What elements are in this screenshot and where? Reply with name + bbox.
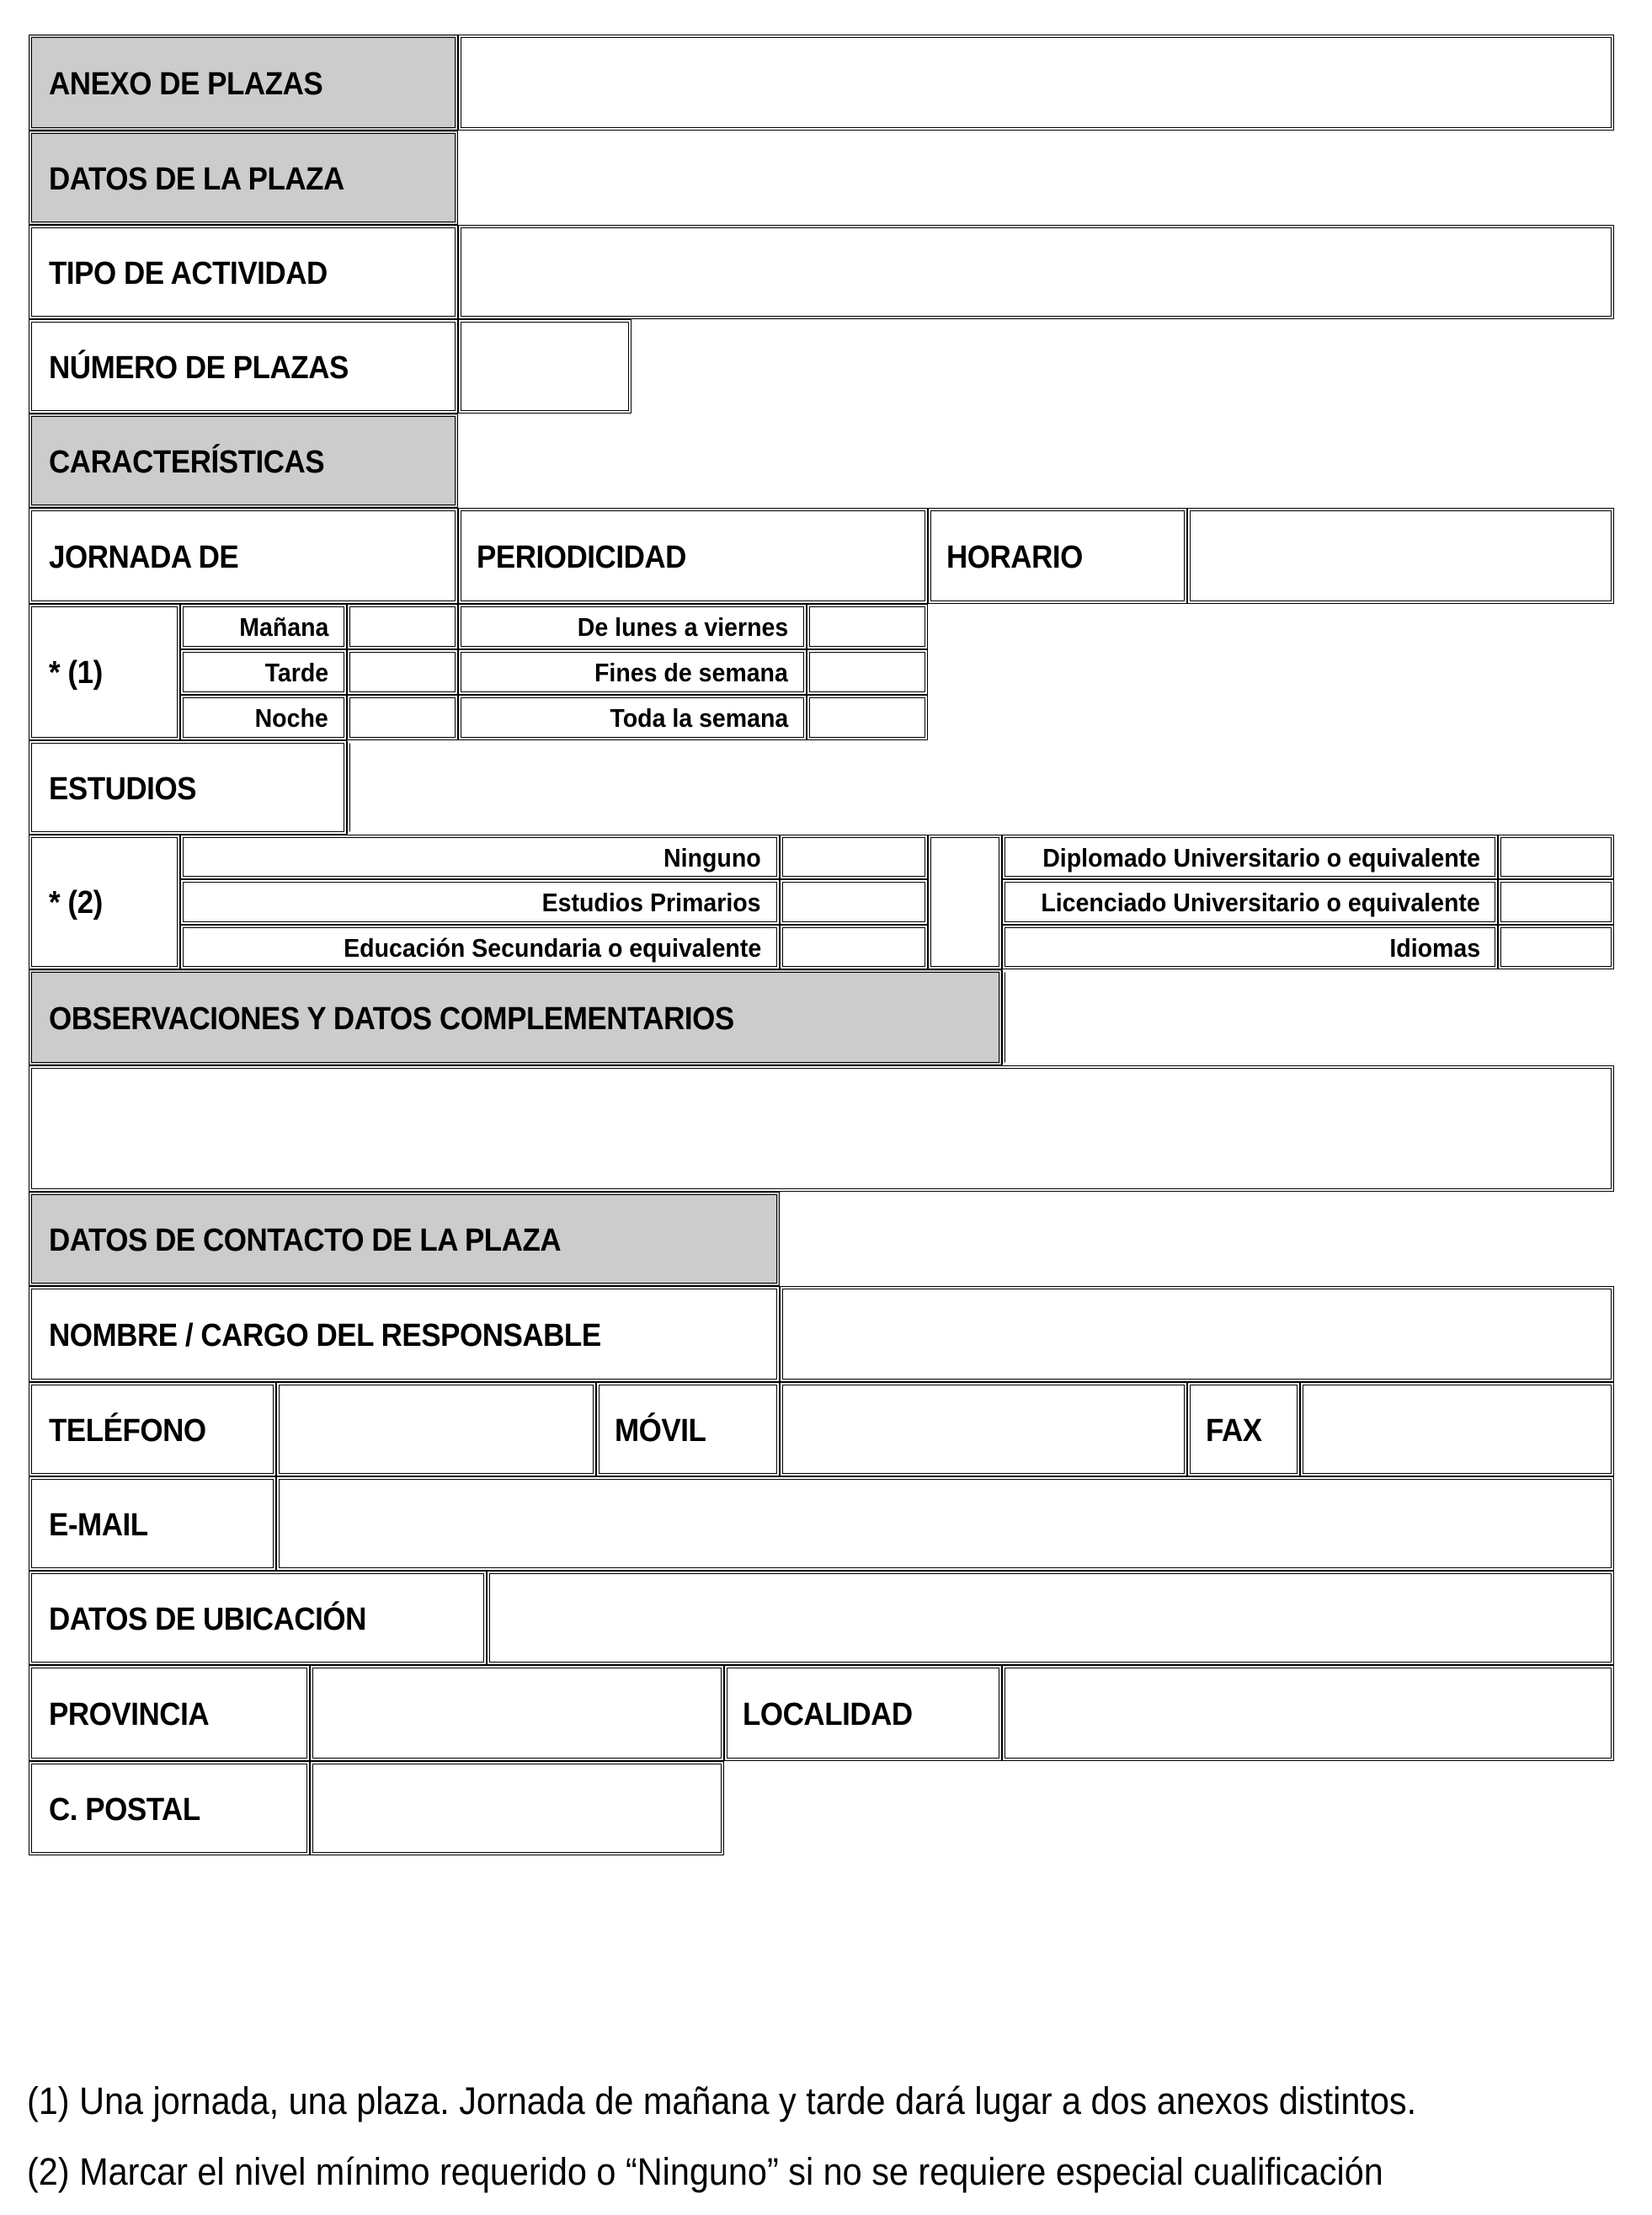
caracteristicas-label: CARACTERÍSTICAS <box>49 445 325 480</box>
tipo-actividad-field[interactable] <box>458 225 1614 319</box>
email-field[interactable] <box>276 1476 1614 1571</box>
footnote-2: (2) Marcar el nivel mínimo requerido o “Ninguno” si no se requiere especial cualificación <box>27 2150 1383 2193</box>
jornada-option-noche-label: Noche <box>254 703 328 733</box>
fax-label: FAX <box>1206 1413 1262 1449</box>
horario-label: HORARIO <box>946 540 1083 575</box>
datos-plaza-label: DATOS DE LA PLAZA <box>49 162 344 197</box>
jornada-noche-checkbox[interactable] <box>347 695 458 740</box>
nombre-cargo-label: NOMBRE / CARGO DEL RESPONSABLE <box>49 1318 601 1353</box>
numero-plazas-label: NÚMERO DE PLAZAS <box>49 350 349 386</box>
anexo-plazas-label: ANEXO DE PLAZAS <box>49 67 323 102</box>
ref1-label: * (1) <box>49 655 103 691</box>
jornada-tarde-checkbox[interactable] <box>347 649 458 695</box>
tipo-actividad-label: TIPO DE ACTIVIDAD <box>49 256 328 291</box>
periodicidad-label: PERIODICIDAD <box>477 540 686 575</box>
estudios-blank <box>347 740 1614 835</box>
c-postal-field[interactable] <box>310 1761 724 1855</box>
estudios-option-ninguno-label: Ninguno <box>663 843 761 873</box>
observaciones-label: OBSERVACIONES Y DATOS COMPLEMENTARIOS <box>49 1001 734 1037</box>
datos-ubicacion-field[interactable] <box>487 1571 1614 1665</box>
estudios-secundaria-checkbox[interactable] <box>780 925 928 969</box>
observaciones-field[interactable] <box>29 1065 1614 1192</box>
estudios-ninguno-checkbox[interactable] <box>780 835 928 879</box>
telefono-label: TELÉFONO <box>49 1413 206 1449</box>
numero-plazas-field[interactable] <box>458 319 631 414</box>
provincia-field[interactable] <box>310 1665 724 1761</box>
localidad-field[interactable] <box>1002 1665 1614 1761</box>
estudios-licenciado-checkbox[interactable] <box>1498 879 1614 925</box>
estudios-label: ESTUDIOS <box>49 771 197 807</box>
localidad-label: LOCALIDAD <box>743 1697 913 1732</box>
estudios-spacer-cell <box>928 835 1002 969</box>
c-postal-label: C. POSTAL <box>49 1792 200 1828</box>
fax-field[interactable] <box>1300 1382 1614 1476</box>
footnote-1: (1) Una jornada, una plaza. Jornada de mañana y tarde dará lugar a dos anexos distintos. <box>27 2079 1417 2122</box>
estudios-option-primarios-label: Estudios Primarios <box>542 888 761 917</box>
estudios-diplomado-checkbox[interactable] <box>1498 835 1614 879</box>
ref2-label: * (2) <box>49 885 103 921</box>
jornada-label: JORNADA DE <box>49 540 239 575</box>
estudios-idiomas-checkbox[interactable] <box>1498 925 1614 969</box>
datos-contacto-label: DATOS DE CONTACTO DE LA PLAZA <box>49 1223 562 1258</box>
nombre-cargo-field[interactable] <box>780 1286 1614 1382</box>
estudios-option-secundaria-label: Educación Secundaria o equivalente <box>343 933 761 963</box>
provincia-label: PROVINCIA <box>49 1697 210 1732</box>
datos-plaza-blank <box>458 131 1614 225</box>
jornada-option-manana-label: Mañana <box>238 612 328 642</box>
datos-ubicacion-label: DATOS DE UBICACIÓN <box>49 1602 366 1637</box>
jornada-option-tarde-label: Tarde <box>264 658 328 687</box>
periodicidad-fines-semana-checkbox[interactable] <box>807 649 928 695</box>
estudios-primarios-checkbox[interactable] <box>780 879 928 925</box>
anexo-plazas-field[interactable] <box>458 35 1614 131</box>
jornada-manana-checkbox[interactable] <box>347 604 458 649</box>
periodicidad-lunes-viernes-checkbox[interactable] <box>807 604 928 649</box>
periodicidad-option-fines-semana-label: Fines de semana <box>594 658 788 687</box>
estudios-option-idiomas-label: Idiomas <box>1389 933 1480 963</box>
estudios-option-licenciado-label: Licenciado Universitario o equivalente <box>1041 888 1480 917</box>
movil-label: MÓVIL <box>615 1413 706 1449</box>
estudios-option-diplomado-label: Diplomado Universitario o equivalente <box>1042 843 1480 873</box>
periodicidad-option-toda-semana-label: Toda la semana <box>610 703 788 733</box>
telefono-field[interactable] <box>276 1382 596 1476</box>
email-label: E-MAIL <box>49 1508 148 1543</box>
periodicidad-toda-semana-checkbox[interactable] <box>807 695 928 740</box>
movil-field[interactable] <box>780 1382 1187 1476</box>
periodicidad-option-lunes-viernes-label: De lunes a viernes <box>577 612 788 642</box>
horario-field[interactable] <box>1187 508 1614 604</box>
observaciones-blank <box>1002 969 1614 1065</box>
